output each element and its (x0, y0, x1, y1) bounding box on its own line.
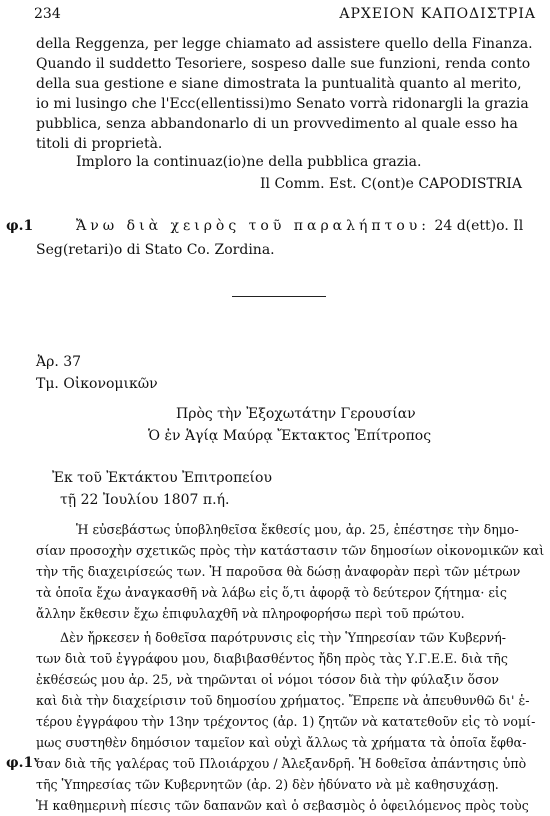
para1-line: σίαν προσοχὴν σχετικῶς πρὸς τὴν κατάστασιν τῶν δημοσίων οἰκονομικῶν καὶ (36, 543, 545, 558)
letter-line: io mi lusingo che l'Ecc(ellentissi)mo Senato vorrà ridonargli la grazia (36, 96, 529, 112)
addressee-line-2: Ὁ ἐν Ἁγίᾳ Μαύρᾳ Ἔκτακτος Ἐπίτροπος (148, 428, 432, 444)
letter-line: titoli di proprietà. (36, 136, 163, 152)
para2-line: σαν διὰ τῆς γαλέρας τοῦ Πλοιάρχου / Ἀλεξανδρῆ. Ἡ δοθεῖσα ἀπάντησις ὑπὸ (36, 756, 527, 771)
note-italian-text: 24 d(ett)o. Il (434, 218, 524, 234)
letter-line: della sua gestione e siane dimostrata la puntualità quanto al merito, (36, 76, 522, 92)
document-number: Ἀρ. 37 (36, 354, 82, 370)
section-divider (232, 296, 326, 297)
letter-line: pubblica, senza abbandonarlo di un provvedimento al quale esso ha (36, 116, 518, 132)
letter-line: Quando il suddetto Tesoriere, sospeso dalle sue funzioni, renda conto (36, 56, 531, 72)
department-label: Τμ. Οἰκονομικῶν (36, 376, 158, 392)
para2-line: Δὲν ἤρκεσεν ἡ δοθεῖσα παρότρυνσις εἰς τὴν Ὑπηρεσίαν τῶν Κυβερνή- (60, 630, 507, 645)
para1-line: ἄλλην ἔκθεσιν ἔχω ἐπιφυλαχθῆ νὰ πληροφορήσω περὶ τοῦ πρώτου. (36, 606, 465, 621)
para2-line: μως συστηθὲν δημόσιον ταμεῖον καὶ οὐχὶ ἄλλως τὰ χρήματα τὰ ὁποῖα ἔφθα- (36, 735, 527, 750)
para2-line: τέρου ἐγγράφου τὴν 13ην τρέχοντος (ἀρ. 1) ζητῶν νὰ κατατεθοῦν εἰς τὸ νομί- (36, 714, 536, 729)
italian-letter-body (36, 34, 533, 154)
document-date: τῇ 22 Ἰουλίου 1807 π.ή. (60, 492, 230, 508)
running-title: ΑΡΧΕΙΟΝ ΚΑΠΟΔΙΣΤΡΙΑ (339, 6, 536, 22)
letter-signature: Il Comm. Est. C(ont)e CAPODISTRIA (259, 176, 522, 192)
para1-line: τὴν τῆς διαχειρίσεώς των. Ἡ παροῦσα θὰ δώσῃ ἀναφορὰν περὶ τῶν μέτρων (36, 564, 521, 579)
para2-line: τῆς Ὑπηρεσίας τῶν Κυβερνητῶν (ἀρ. 2) δὲν ἠδύνατο νὰ μὲ καθησυχάσῃ. (36, 777, 499, 792)
para2-line: καὶ διὰ τὴν διαχείρισιν τοῦ δημοσίου χρήματος. Ἔπρεπε νὰ ἀπευθυνθῶ δι' ἑ- (36, 693, 530, 708)
addressee-line-1: Πρὸς τὴν Ἐξοχωτάτην Γερουσίαν (176, 406, 416, 422)
note-line-1 (76, 216, 523, 237)
letter-closing: Imploro la continuaz(io)ne della pubblica grazia. (76, 154, 422, 170)
margin-folio-label: φ.1 (6, 218, 34, 234)
para2-line: Ἡ καθημερινὴ πίεσις τῶν δαπανῶν καὶ ὁ σεβασμὸς ὁ ὀφειλόμενος πρὸς τοὺς (36, 798, 529, 813)
sender-office: Ἐκ τοῦ Ἐκτάκτου Ἐπιτροπείου (52, 470, 272, 486)
letter-line: della Reggenza, per legge chiamato ad assistere quello della Finanza. (36, 36, 533, 52)
para1-line: Ἡ εὐσεβάστως ὑποβληθεῖσα ἔκθεσίς μου, ἀρ. 25, ἐπέστησε τὴν δημο- (76, 522, 519, 537)
note-line-2: Seg(retari)o di Stato Co. Zordina. (36, 242, 275, 258)
para2-line: των διὰ τοῦ ἐγγράφου μου, διαβιβασθέντος ἤδη πρὸς τὰς Υ.Γ.Ε.Ε. διὰ τῆς (36, 651, 508, 666)
page-number: 234 (34, 6, 61, 22)
note-greek-text: Ἄνω διὰ χειρὸς τοῦ παραλήπτου: (76, 218, 430, 234)
para2-line: ἐκθέσεώς μου ἀρ. 25, νὰ τηρῶνται οἱ νόμοι τόσον διὰ τὴν φύλαξιν ὅσον (36, 672, 499, 687)
margin-folio-label: φ.1ᵛ (6, 755, 41, 771)
para1-line: τὰ ὁποῖα ἔχω ἀναγκασθῆ νὰ λάβω εἰς ὅ,τι ἀφορᾷ τὸ δεύτερον ζήτημα· εἰς (36, 585, 507, 600)
